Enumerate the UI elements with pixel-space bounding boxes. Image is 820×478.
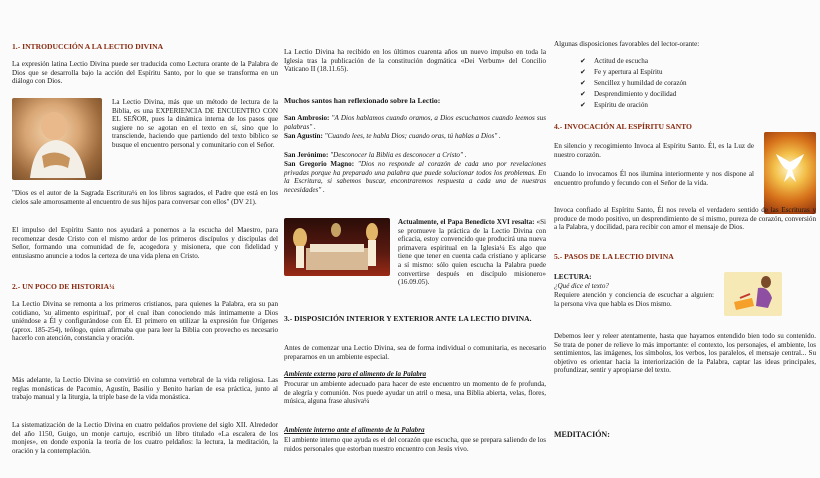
disposition-intro: Antes de comenzar una Lectio Divina, sea de forma individual o comunitaria, es necesario prepararnos en un ambiente especial. xyxy=(284,344,546,361)
list-item: ✔ Espíritu de oración xyxy=(580,101,648,109)
benedict-lead: Actualmente, el Papa Benedicto XVI resalta: xyxy=(398,218,535,226)
lectura-question: ¿Qué dice el texto? xyxy=(554,282,609,290)
list-item: ✔ Desprendimiento y docilidad xyxy=(580,90,677,98)
agustin-name: San Agustín: xyxy=(284,132,323,140)
section-4-heading: 4.- INVOCACIÓN AL ESPÍRITU SANTO xyxy=(554,122,692,131)
checkmark-icon: ✔ xyxy=(580,101,586,109)
praying-figure-image xyxy=(12,98,102,180)
agustin-quote: "Cuando lees, te habla Dios; cuando oras, tú hablas a Dios" . xyxy=(322,132,501,140)
quote-gregorio xyxy=(284,160,546,194)
quote-ambrosio xyxy=(284,114,546,131)
benedict-quote: «Si se promueve la práctica de la Lectio Divina con eficacia, estoy convencido que producirá una nueva primavera espiritual en la Iglesia¼ Es algo que tiene que tener en cuenta cada cristiano y aplicarse a sí mismo: sólo quien escucha la Palabra puede convertirse después en discípulo misionero» (16.09.05). xyxy=(398,218,546,287)
candles-bible-image xyxy=(284,218,390,276)
checkmark-icon: ✔ xyxy=(580,90,586,98)
checkmark-icon: ✔ xyxy=(580,68,586,76)
lectura-paragraph: Requiere atención y conciencia de escuchar a alguien: la persona viva que habla es Dios mismo. xyxy=(554,291,714,308)
history-paragraph-2: Más adelante, la Lectio Divina se convirtió en columna vertebral de la vida religiosa. Las reglas monásticas de Pacomio, Agustín, Basilio y Benito harían de esa práctica, junto al trabajo manual y la liturgia, la triple base de la vida monástica. xyxy=(12,376,278,402)
lectura-details: Debemos leer y releer atentamente, hasta que hayamos entendido bien todo su contenido. Se trata de poner de relieve lo más importante: el contexto, los personajes, el ambiente, los sentimientos, las imágenes, los símbolos, los verbos, los paralelos, el mensaje central... Su objetivo es orientar hacia la interiorización de la Palabra, captar las ideas principales, profundizar, sentir y apropiarse del texto. xyxy=(554,332,816,375)
internal-env-text: El ambiente interno que ayuda es el del corazón que escucha, que se prepara saliendo de los ruidos personales que estorban nuestro encuentro con Jesús vivo. xyxy=(284,436,546,453)
checkmark-icon: ✔ xyxy=(580,57,586,65)
gregorio-quote: "Dios no responde al corazón de cada uno por revelaciones privadas porque ha preparado una palabra que puede solucionar todos los problemas. En la Escritura, si sabemos buscar, encontraremos respuesta a cada una de nuestras necesidades" . xyxy=(284,160,547,194)
list-item: ✔ Sencillez y humildad de corazón xyxy=(580,79,687,87)
jeronimo-quote: "Desconocer la Biblia es desconocer a Cristo" . xyxy=(328,151,467,159)
jeronimo-name: San Jerónimo: xyxy=(284,151,329,159)
dispositions-list xyxy=(574,56,814,111)
intro-paragraph: La expresión latina Lectio Divina puede ser traducida como Lectura orante de la Palabra de Dios que se desarrolla bajo la acción del Espíritu Santo, por lo que se transforma en un diálogo con Dios. xyxy=(12,60,278,86)
ambrosio-name: San Ambrosio: xyxy=(284,114,330,122)
external-env-text: Procurar un ambiente adecuado para hacer de este encuentro un momento de fe profunda, de alegría y comunión. Nos puede ayudar un atril o mesa, una Biblia abierta, velas, flores, música, alguna frase alusiva¼ xyxy=(284,380,546,406)
dei-verbum-paragraph: La Lectio Divina ha recibido en los últimos cuarenta años un nuevo impulso en toda la Iglesia tras la publicación de la constitución dogmática «Dei Verbum» del Concilio Vaticano II (18.11.65). xyxy=(284,48,546,74)
lectura-heading: LECTURA: xyxy=(554,273,592,281)
section-5-heading: 5.- PASOS DE LA LECTIO DIVINA xyxy=(554,252,674,261)
list-item: ✔ Fe y apertura al Espíritu xyxy=(580,68,663,76)
holy-spirit-paragraph: El impulso del Espíritu Santo nos ayudará a ponernos a la escucha del Maestro, para recomenzar desde Cristo con el mismo ardor de los primeros discípulos y discípulas del Señor, formando una comunidad de fe, acogedora y misionera, que con fidelidad y entusiasmo anuncie a todos la certeza de una vida plena en Cristo. xyxy=(12,226,278,260)
section-1-heading: 1.- INTRODUCCIÓN A LA LECTIO DIVINA xyxy=(12,42,164,51)
experience-paragraph: La Lectio Divina, más que un método de lectura de la Biblia, es una EXPERIENCIA DE ENCUENTRO CON EL SEÑOR, pues la dinámica interna de los pasos que sugiere no se agotan en el texto en sí, sino que lo transciende, haciendo que partiendo del texto bíblico se busque el encuentro personal y comunitario con el Señor. xyxy=(112,98,278,149)
history-paragraph-3: La sistematización de la Lectio Divina en cuatro peldaños proviene del siglo XII. Alrededor del año 1150, Guigo, un monje cartujo, escribió un libro titulado «La escalera de los monjes», en donde exponía la teoría de los cuatro peldaños: la lectura, la meditación, la oración y la contemplación. xyxy=(12,421,278,455)
invocation-paragraph-1: En silencio y recogimiento Invoca al Espíritu Santo. Él, es la Luz de nuestro corazón. xyxy=(554,142,754,159)
benedict-paragraph-top xyxy=(398,218,546,287)
quote-jeronimo xyxy=(284,151,546,160)
external-env-heading: Ambiente externo para el alimento de la Palabra xyxy=(284,370,427,378)
holy-spirit-dove-image xyxy=(764,132,816,214)
checkmark-icon: ✔ xyxy=(580,79,586,87)
saints-heading: Muchos santos han reflexionado sobre la Lectio: xyxy=(284,96,441,105)
meditacion-heading: MEDITACIÓN: xyxy=(554,430,610,439)
dv21-quote: "Dios es el autor de la Sagrada Escritura¼ en los libros sagrados, el Padre que está en los cielos sale amorosamente al encuentro de sus hijos para conversar con ellos" (DV 21). xyxy=(12,189,278,206)
dispositions-intro: Algunas disposiciones favorables del lector-orante: xyxy=(554,40,700,48)
section-3-heading: 3.- DISPOSICIÓN INTERIOR Y EXTERIOR ANTE LA LECTIO DIVINA. xyxy=(284,314,532,323)
history-paragraph-1: La Lectio Divina se remonta a los primeros cristianos, para quienes la Palabra, era su pan cotidiano, 'su alimento espiritual', por el cual iban conociendo más íntimamente a Dios uniéndose a Él y configurándose con Él. El primero en utilizar la expresión fue Orígenes (aprox. 185-254), teólogo, quien afirmaba que para leer la Biblia con provecho es necesario hacerlo con atención, constancia y oración. xyxy=(12,300,278,343)
section-2-heading: 2.- UN POCO DE HISTORIA¼ xyxy=(12,282,115,291)
ambrosio-quote: "A Dios hablamos cuando oramos, a Dios escuchamos cuando leemos sus palabras" . xyxy=(284,114,546,131)
quote-agustin xyxy=(284,132,546,141)
list-item: ✔ Actitud de escucha xyxy=(580,57,648,65)
invocation-paragraph-2: Cuando lo invocamos Él nos ilumina interiormente y nos dispone al encuentro profundo y fecundo con el Señor de la vida. xyxy=(554,170,754,187)
internal-env-heading: Ambiente interno ante el alimento de la Palabra xyxy=(284,426,425,434)
gregorio-name: San Gregorio Magno: xyxy=(284,160,355,168)
reading-figure-image xyxy=(724,272,782,316)
invocation-paragraph-3: Invoca confiado al Espíritu Santo, Él nos revela el verdadero sentido de las Escrituras y produce de modo positivo, un desprendimiento de sí mismo, pureza de corazón, conversión a la Palabra, y docilidad, para recibir con amor el mensaje de Dios. xyxy=(554,206,816,232)
